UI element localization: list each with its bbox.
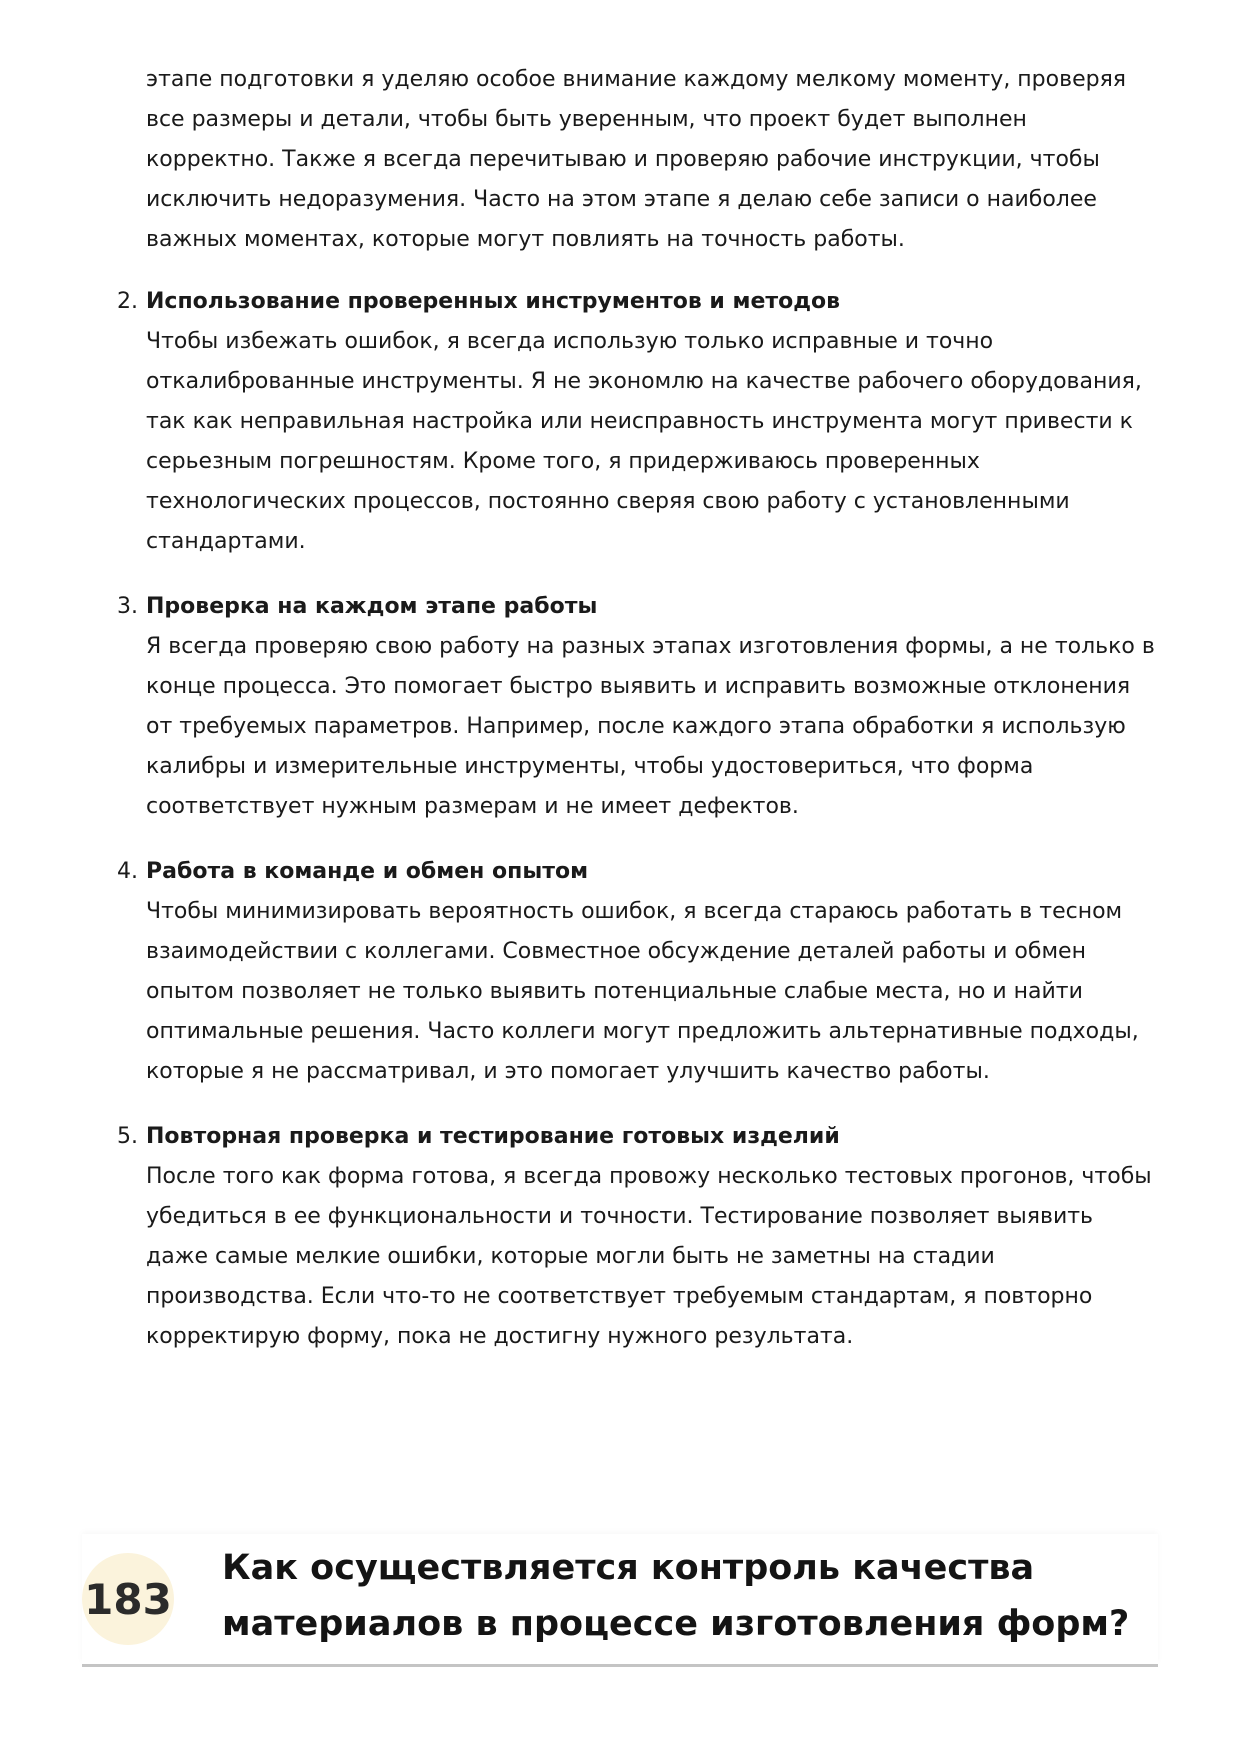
numbered-list	[117, 282, 1156, 1382]
list-item-title: Использование проверенных инструментов и методов	[146, 289, 841, 314]
list-item	[117, 1117, 1156, 1357]
list-item	[117, 852, 1156, 1092]
list-item-text: После того как форма готова, я всегда провожу несколько тестовых прогонов, чтобы убедиться в ее функциональности и точности. Тестирование позволяет выявить даже самые мелкие ошибки, которые могли быть не заметны на стадии производства. Если что-то не соответствует требуемым стандартам, я повторно корректирую форму, пока не достигну нужного результата.	[146, 1164, 1152, 1349]
intro-paragraph: этапе подготовки я уделяю особое внимание каждому мелкому моменту, проверяя все размеры и детали, чтобы быть уверенным, что проект будет выполнен корректно. Также я всегда перечитываю и проверяю рабочие инструкции, чтобы исключить недоразумения. Часто на этом этапе я делаю себе записи о наиболее важных моментах, которые могут повлиять на точность работы.	[146, 67, 1127, 252]
list-item-title: Работа в команде и обмен опытом	[146, 859, 589, 884]
heading-divider	[82, 1664, 1158, 1667]
list-item-number: 5.	[117, 1124, 138, 1149]
section-heading: Как осуществляется контроль качества материалов в процессе изготовления форм?	[222, 1548, 1130, 1644]
list-item-number: 2.	[117, 289, 138, 314]
list-item-text: Чтобы минимизировать вероятность ошибок, я всегда стараюсь работать в тесном взаимодействии с коллегами. Совместное обсуждение деталей работы и обмен опытом позволяет не только выявить потенциальные слабые места, но и найти оптимальные решения. Часто коллеги могут предложить альтернативные подходы, которые я не рассматривал, и это помогает улучшить качество работы.	[146, 899, 1139, 1084]
list-item-title: Повторная проверка и тестирование готовых изделий	[146, 1124, 840, 1149]
list-item-text: Чтобы избежать ошибок, я всегда использую только исправные и точно откалиброванные инструменты. Я не экономлю на качестве рабочего оборудования, так как неправильная настройка или неисправность инструмента могут привести к серьезным погрешностям. Кроме того, я придерживаюсь проверенных технологических процессов, постоянно сверяя свою работу с установленными стандартами.	[146, 329, 1142, 554]
list-item-number: 4.	[117, 859, 138, 884]
list-item-title: Проверка на каждом этапе работы	[146, 594, 598, 619]
list-item-number: 3.	[117, 594, 138, 619]
list-item	[117, 587, 1156, 827]
list-item	[117, 282, 1156, 562]
question-number-badge: 183	[82, 1553, 174, 1645]
list-item-text: Я всегда проверяю свою работу на разных этапах изготовления формы, а не только в конце процесса. Это помогает быстро выявить и исправить возможные отклонения от требуемых параметров. Например, после каждого этапа обработки я использую калибры и измерительные инструменты, чтобы удостовериться, что форма соответствует нужным размерам и не имеет дефектов.	[146, 634, 1155, 819]
